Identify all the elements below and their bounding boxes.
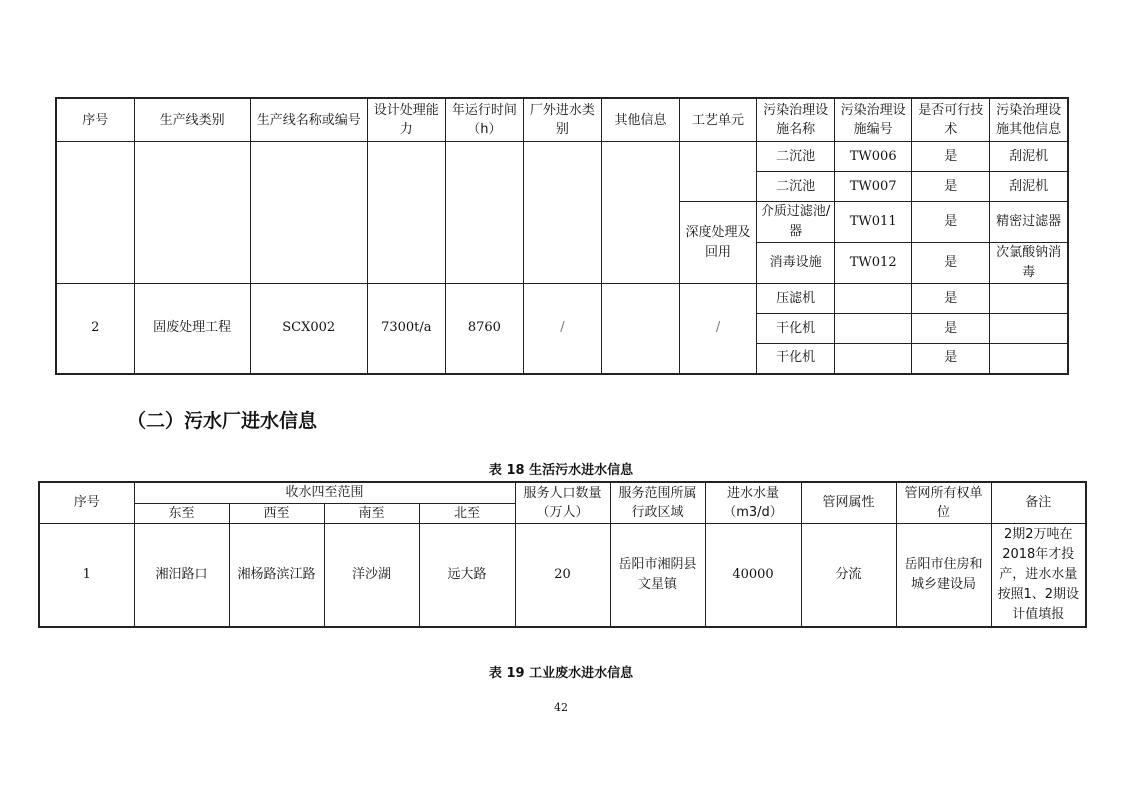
table-row: [39, 523, 1086, 627]
facility-name-cell: 干化机: [757, 314, 835, 344]
header-cell: 南至: [324, 503, 419, 523]
empty-cell: [445, 142, 523, 284]
header-cell: 序号: [56, 98, 134, 142]
facility-name-cell: 消毒设施: [757, 243, 835, 284]
empty-cell: [250, 142, 367, 284]
empty-cell: [56, 142, 134, 284]
table-header-row: [39, 482, 1086, 503]
flow-cell: 40000: [705, 523, 801, 627]
line-no-cell: 2: [56, 284, 134, 374]
table-row: [56, 142, 1068, 172]
empty-cell: [990, 284, 1068, 314]
header-cell: 收水四至范围: [134, 482, 515, 503]
empty-cell: [835, 344, 912, 374]
region-cell: 岳阳市湘阴县文星镇: [610, 523, 705, 627]
header-cell: 污染治理设施名称: [757, 98, 835, 142]
facility-name-cell: 干化机: [757, 344, 835, 374]
line-name-cell: SCX002: [250, 284, 367, 374]
facility-other-cell: 刮泥机: [990, 172, 1068, 202]
empty-cell: [680, 142, 757, 202]
header-cell: 备注: [991, 482, 1086, 523]
empty-cell: [835, 284, 912, 314]
process-unit-cell: 深度处理及回用: [680, 202, 757, 284]
empty-cell: [601, 142, 679, 284]
facility-name-cell: 介质过滤池/器: [757, 202, 835, 243]
header-cell: 进水水量（m3/d）: [705, 482, 801, 523]
table-row: [56, 284, 1068, 314]
south-cell: 洋沙湖: [324, 523, 419, 627]
west-cell: 湘杨路滨江路: [229, 523, 324, 627]
pipe-type-cell: 分流: [801, 523, 896, 627]
domestic-sewage-table: [38, 481, 1087, 628]
process-unit-cell: /: [680, 284, 757, 374]
table-caption: 表 19 工业废水进水信息: [488, 666, 634, 681]
header-cell: 管网属性: [801, 482, 896, 523]
empty-cell: [990, 344, 1068, 374]
header-cell: 是否可行技术: [912, 98, 990, 142]
east-cell: 湘汨路口: [134, 523, 229, 627]
feasible-cell: 是: [912, 172, 990, 202]
facility-name-cell: 压滤机: [757, 284, 835, 314]
feasible-cell: 是: [912, 284, 990, 314]
facility-code-cell: TW007: [835, 172, 912, 202]
page-number: 42: [554, 701, 568, 714]
header-cell: 管网所有权单位: [896, 482, 991, 523]
feasible-cell: 是: [912, 142, 990, 172]
header-cell: 服务范围所属行政区域: [610, 482, 705, 523]
facility-other-cell: 次氯酸钠消毒: [990, 243, 1068, 284]
empty-cell: [601, 284, 679, 374]
header-cell: 东至: [134, 503, 229, 523]
capacity-cell: 7300t/a: [367, 284, 445, 374]
empty-cell: [134, 142, 250, 284]
header-cell: 污染治理设施其他信息: [990, 98, 1068, 142]
header-cell: 序号: [39, 482, 134, 523]
population-cell: 20: [515, 523, 610, 627]
facility-name-cell: 二沉池: [757, 172, 835, 202]
empty-cell: [367, 142, 445, 284]
empty-cell: [990, 314, 1068, 344]
feasible-cell: 是: [912, 314, 990, 344]
facility-code-cell: TW006: [835, 142, 912, 172]
header-cell: 年运行时间（h）: [445, 98, 523, 142]
header-cell: 工艺单元: [680, 98, 757, 142]
header-cell: 污染治理设施编号: [835, 98, 912, 142]
header-cell: 设计处理能力: [367, 98, 445, 142]
empty-cell: [523, 142, 601, 284]
pollution-facility-table: [55, 97, 1069, 375]
header-cell: 厂外进水类别: [523, 98, 601, 142]
feasible-cell: 是: [912, 202, 990, 243]
empty-cell: [835, 314, 912, 344]
table-caption: 表 18 生活污水进水信息: [488, 463, 634, 478]
header-cell: 其他信息: [601, 98, 679, 142]
owner-cell: 岳阳市住房和城乡建设局: [896, 523, 991, 627]
facility-name-cell: 二沉池: [757, 142, 835, 172]
header-cell: 生产线名称或编号: [250, 98, 367, 142]
facility-code-cell: TW011: [835, 202, 912, 243]
header-cell: 服务人口数量（万人）: [515, 482, 610, 523]
north-cell: 远大路: [419, 523, 515, 627]
feasible-cell: 是: [912, 243, 990, 284]
facility-other-cell: 精密过滤器: [990, 202, 1068, 243]
header-cell: 西至: [229, 503, 324, 523]
note-cell: 2期2万吨在2018年才投产，进水水量按照1、2期设计值填报: [991, 523, 1086, 627]
row-no-cell: 1: [39, 523, 134, 627]
line-category-cell: 固废处理工程: [134, 284, 250, 374]
facility-other-cell: 刮泥机: [990, 142, 1068, 172]
header-cell: 北至: [419, 503, 515, 523]
table-header-row: [56, 98, 1068, 142]
hours-cell: 8760: [445, 284, 523, 374]
inflow-type-cell: /: [523, 284, 601, 374]
feasible-cell: 是: [912, 344, 990, 374]
section-heading: （二）污水厂进水信息: [127, 410, 318, 432]
header-cell: 生产线类别: [134, 98, 250, 142]
facility-code-cell: TW012: [835, 243, 912, 284]
